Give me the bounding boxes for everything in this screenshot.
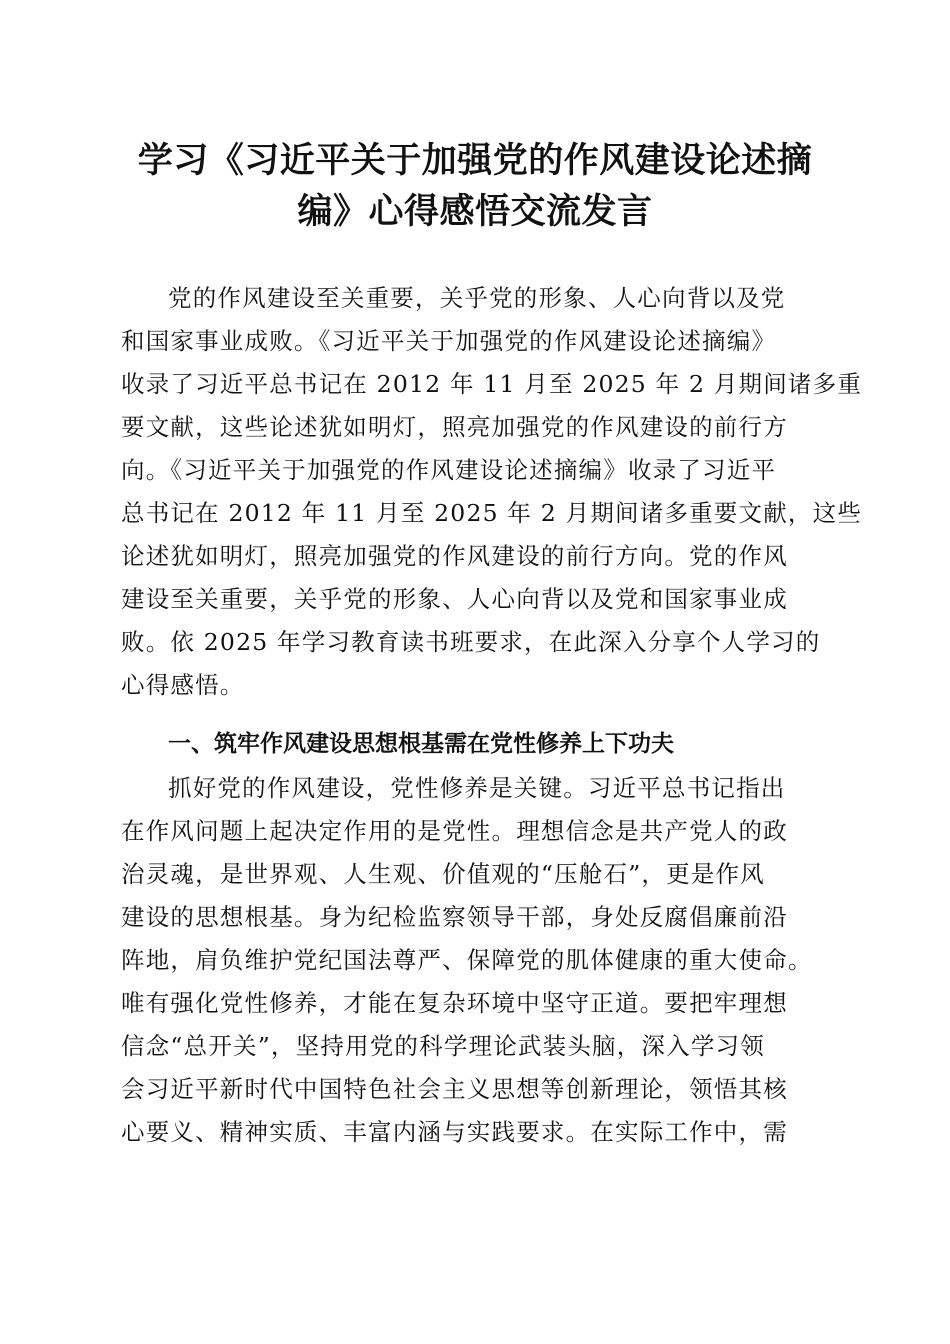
paragraph-line: 建设至关重要，关乎党的形象、人心向背以及党和国家事业成: [121, 585, 788, 613]
paragraph-line: 在作风问题上起决定作用的是党性。理想信念是共产党人的政: [121, 817, 788, 845]
title-line: 学习《习近平关于加强党的作风建设论述摘: [137, 141, 813, 181]
paragraph-line: 心得感悟。: [121, 671, 245, 699]
paragraph-line: 总书记在 2012 年 11 月至 2025 年 2 月期间诸多重要文献，这些: [121, 499, 863, 527]
paragraph-line: 信念“总开关”，坚持用党的科学理论武装头脑，深入学习领: [121, 1032, 765, 1060]
paragraph-line: 治灵魂，是世界观、人生观、价值观的“压舱石”，更是作风: [121, 860, 765, 888]
document-title: [100, 136, 850, 238]
paragraph-line: 会习近平新时代中国特色社会主义思想等创新理论，领悟其核: [121, 1075, 788, 1103]
paragraph-line: 抓好党的作风建设，党性修养是关键。习近平总书记指出: [168, 774, 786, 802]
section-heading: 一、筑牢作风建设思想根基需在党性修养上下功夫: [168, 731, 674, 757]
paragraph-line: 唯有强化党性修养，才能在复杂环境中坚守正道。要把牢理想: [121, 989, 788, 1017]
paragraph-line: 心要义、精神实质、丰富内涵与实践要求。在实际工作中，需: [121, 1118, 788, 1146]
title-line: 编》心得感悟交流发言: [297, 192, 653, 232]
paragraph-line: 和国家事业成败。《习近平关于加强党的作风建设论述摘编》: [121, 327, 777, 355]
paragraph-line: 收录了习近平总书记在 2012 年 11 月至 2025 年 2 月期间诸多重: [121, 370, 863, 398]
paragraph-line: 论述犹如明灯，照亮加强党的作风建设的前行方向。党的作风: [121, 542, 788, 570]
paragraph-line: 要文献，这些论述犹如明灯，照亮加强党的作风建设的前行方: [121, 413, 788, 441]
paragraph-line: 向。《习近平关于加强党的作风建设论述摘编》收录了习近平: [121, 456, 777, 484]
paragraph-line: 阵地，肩负维护党纪国法尊严、保障党的肌体健康的重大使命。: [121, 946, 813, 974]
paragraph-line: 建设的思想根基。身为纪检监察领导干部，身处反腐倡廉前沿: [121, 903, 788, 931]
paragraph-line: 败。依 2025 年学习教育读书班要求，在此深入分享个人学习的: [121, 628, 821, 656]
paragraph-line: 党的作风建设至关重要，关乎党的形象、人心向背以及党: [168, 284, 786, 312]
